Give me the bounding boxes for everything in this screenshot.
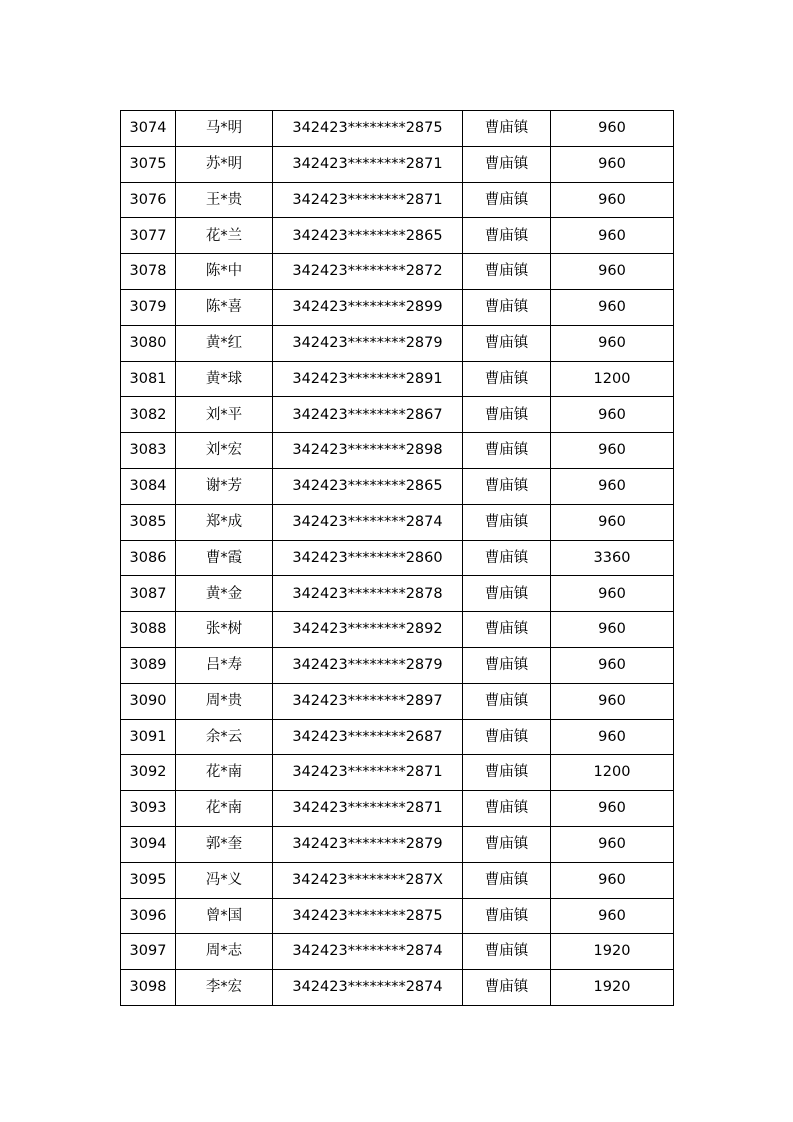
table-row: [121, 934, 674, 970]
table-row: [121, 218, 674, 254]
cell-town: 曹庙镇: [463, 862, 551, 898]
cell-id-number: 342423********2874: [273, 504, 463, 540]
table-row: [121, 111, 674, 147]
cell-town: 曹庙镇: [463, 111, 551, 147]
cell-name: 刘*平: [176, 397, 273, 433]
cell-town: 曹庙镇: [463, 898, 551, 934]
cell-town: 曹庙镇: [463, 433, 551, 469]
cell-id-number: 342423********2875: [273, 111, 463, 147]
cell-town: 曹庙镇: [463, 791, 551, 827]
cell-serial-number: 3079: [121, 289, 176, 325]
table-row: [121, 361, 674, 397]
table-row: [121, 504, 674, 540]
cell-name: 花*南: [176, 791, 273, 827]
cell-name: 吕*寿: [176, 647, 273, 683]
cell-id-number: 342423********2879: [273, 826, 463, 862]
cell-amount: 960: [551, 791, 674, 827]
cell-id-number: 342423********2865: [273, 468, 463, 504]
cell-name: 马*明: [176, 111, 273, 147]
table-row: [121, 970, 674, 1006]
cell-id-number: 342423********2892: [273, 612, 463, 648]
table-row: [121, 289, 674, 325]
cell-id-number: 342423********2878: [273, 576, 463, 612]
cell-serial-number: 3075: [121, 146, 176, 182]
cell-name: 黄*金: [176, 576, 273, 612]
cell-id-number: 342423********2874: [273, 934, 463, 970]
cell-serial-number: 3092: [121, 755, 176, 791]
table-row: [121, 146, 674, 182]
cell-name: 李*宏: [176, 970, 273, 1006]
cell-id-number: 342423********2871: [273, 791, 463, 827]
cell-town: 曹庙镇: [463, 826, 551, 862]
cell-name: 曾*国: [176, 898, 273, 934]
cell-id-number: 342423********287X: [273, 862, 463, 898]
cell-amount: 960: [551, 468, 674, 504]
cell-town: 曹庙镇: [463, 325, 551, 361]
cell-serial-number: 3085: [121, 504, 176, 540]
cell-town: 曹庙镇: [463, 504, 551, 540]
cell-serial-number: 3088: [121, 612, 176, 648]
cell-amount: 1200: [551, 755, 674, 791]
cell-name: 花*兰: [176, 218, 273, 254]
cell-town: 曹庙镇: [463, 683, 551, 719]
roster-table-body: [121, 111, 674, 1006]
cell-id-number: 342423********2871: [273, 146, 463, 182]
cell-amount: 960: [551, 647, 674, 683]
table-row: [121, 397, 674, 433]
cell-id-number: 342423********2865: [273, 218, 463, 254]
cell-serial-number: 3090: [121, 683, 176, 719]
cell-name: 余*云: [176, 719, 273, 755]
cell-id-number: 342423********2879: [273, 325, 463, 361]
table-row: [121, 755, 674, 791]
table-row: [121, 182, 674, 218]
cell-name: 陈*喜: [176, 289, 273, 325]
cell-id-number: 342423********2874: [273, 970, 463, 1006]
cell-amount: 960: [551, 612, 674, 648]
table-row: [121, 791, 674, 827]
cell-town: 曹庙镇: [463, 970, 551, 1006]
cell-serial-number: 3087: [121, 576, 176, 612]
cell-name: 周*志: [176, 934, 273, 970]
cell-town: 曹庙镇: [463, 182, 551, 218]
cell-amount: 960: [551, 898, 674, 934]
cell-id-number: 342423********2871: [273, 182, 463, 218]
cell-name: 黄*红: [176, 325, 273, 361]
cell-amount: 960: [551, 218, 674, 254]
cell-town: 曹庙镇: [463, 934, 551, 970]
cell-town: 曹庙镇: [463, 540, 551, 576]
cell-name: 周*贵: [176, 683, 273, 719]
cell-amount: 960: [551, 683, 674, 719]
cell-town: 曹庙镇: [463, 647, 551, 683]
roster-table: [120, 110, 674, 1006]
cell-id-number: 342423********2867: [273, 397, 463, 433]
cell-town: 曹庙镇: [463, 254, 551, 290]
cell-amount: 1920: [551, 934, 674, 970]
cell-serial-number: 3074: [121, 111, 176, 147]
table-row: [121, 683, 674, 719]
cell-serial-number: 3078: [121, 254, 176, 290]
cell-id-number: 342423********2871: [273, 755, 463, 791]
cell-name: 张*树: [176, 612, 273, 648]
cell-serial-number: 3086: [121, 540, 176, 576]
document-page: [120, 110, 674, 1006]
table-row: [121, 254, 674, 290]
cell-serial-number: 3095: [121, 862, 176, 898]
cell-amount: 960: [551, 254, 674, 290]
cell-amount: 1200: [551, 361, 674, 397]
table-row: [121, 540, 674, 576]
cell-town: 曹庙镇: [463, 755, 551, 791]
cell-amount: 960: [551, 146, 674, 182]
cell-serial-number: 3076: [121, 182, 176, 218]
cell-serial-number: 3093: [121, 791, 176, 827]
cell-name: 曹*霞: [176, 540, 273, 576]
cell-id-number: 342423********2875: [273, 898, 463, 934]
cell-id-number: 342423********2687: [273, 719, 463, 755]
table-row: [121, 433, 674, 469]
cell-name: 苏*明: [176, 146, 273, 182]
cell-town: 曹庙镇: [463, 146, 551, 182]
cell-town: 曹庙镇: [463, 397, 551, 433]
cell-amount: 960: [551, 576, 674, 612]
table-row: [121, 468, 674, 504]
cell-serial-number: 3097: [121, 934, 176, 970]
cell-town: 曹庙镇: [463, 576, 551, 612]
table-row: [121, 862, 674, 898]
cell-serial-number: 3094: [121, 826, 176, 862]
cell-amount: 960: [551, 111, 674, 147]
table-row: [121, 325, 674, 361]
cell-amount: 960: [551, 325, 674, 361]
cell-id-number: 342423********2899: [273, 289, 463, 325]
cell-serial-number: 3089: [121, 647, 176, 683]
cell-town: 曹庙镇: [463, 361, 551, 397]
cell-id-number: 342423********2879: [273, 647, 463, 683]
cell-name: 郑*成: [176, 504, 273, 540]
cell-name: 刘*宏: [176, 433, 273, 469]
cell-serial-number: 3082: [121, 397, 176, 433]
cell-amount: 3360: [551, 540, 674, 576]
cell-amount: 960: [551, 504, 674, 540]
cell-serial-number: 3084: [121, 468, 176, 504]
cell-amount: 960: [551, 826, 674, 862]
cell-id-number: 342423********2897: [273, 683, 463, 719]
cell-amount: 960: [551, 862, 674, 898]
cell-town: 曹庙镇: [463, 289, 551, 325]
cell-serial-number: 3077: [121, 218, 176, 254]
cell-serial-number: 3080: [121, 325, 176, 361]
cell-name: 谢*芳: [176, 468, 273, 504]
cell-amount: 960: [551, 433, 674, 469]
cell-id-number: 342423********2860: [273, 540, 463, 576]
cell-id-number: 342423********2891: [273, 361, 463, 397]
table-row: [121, 612, 674, 648]
cell-town: 曹庙镇: [463, 612, 551, 648]
cell-amount: 960: [551, 719, 674, 755]
cell-amount: 960: [551, 182, 674, 218]
cell-name: 冯*义: [176, 862, 273, 898]
cell-town: 曹庙镇: [463, 468, 551, 504]
cell-name: 王*贵: [176, 182, 273, 218]
cell-name: 黄*球: [176, 361, 273, 397]
cell-name: 郭*奎: [176, 826, 273, 862]
cell-amount: 960: [551, 397, 674, 433]
cell-serial-number: 3098: [121, 970, 176, 1006]
cell-town: 曹庙镇: [463, 719, 551, 755]
cell-town: 曹庙镇: [463, 218, 551, 254]
cell-serial-number: 3091: [121, 719, 176, 755]
cell-serial-number: 3083: [121, 433, 176, 469]
cell-id-number: 342423********2898: [273, 433, 463, 469]
table-row: [121, 647, 674, 683]
table-row: [121, 719, 674, 755]
cell-name: 花*南: [176, 755, 273, 791]
table-row: [121, 898, 674, 934]
table-row: [121, 826, 674, 862]
cell-id-number: 342423********2872: [273, 254, 463, 290]
cell-serial-number: 3096: [121, 898, 176, 934]
table-row: [121, 576, 674, 612]
cell-name: 陈*中: [176, 254, 273, 290]
cell-amount: 960: [551, 289, 674, 325]
cell-serial-number: 3081: [121, 361, 176, 397]
cell-amount: 1920: [551, 970, 674, 1006]
